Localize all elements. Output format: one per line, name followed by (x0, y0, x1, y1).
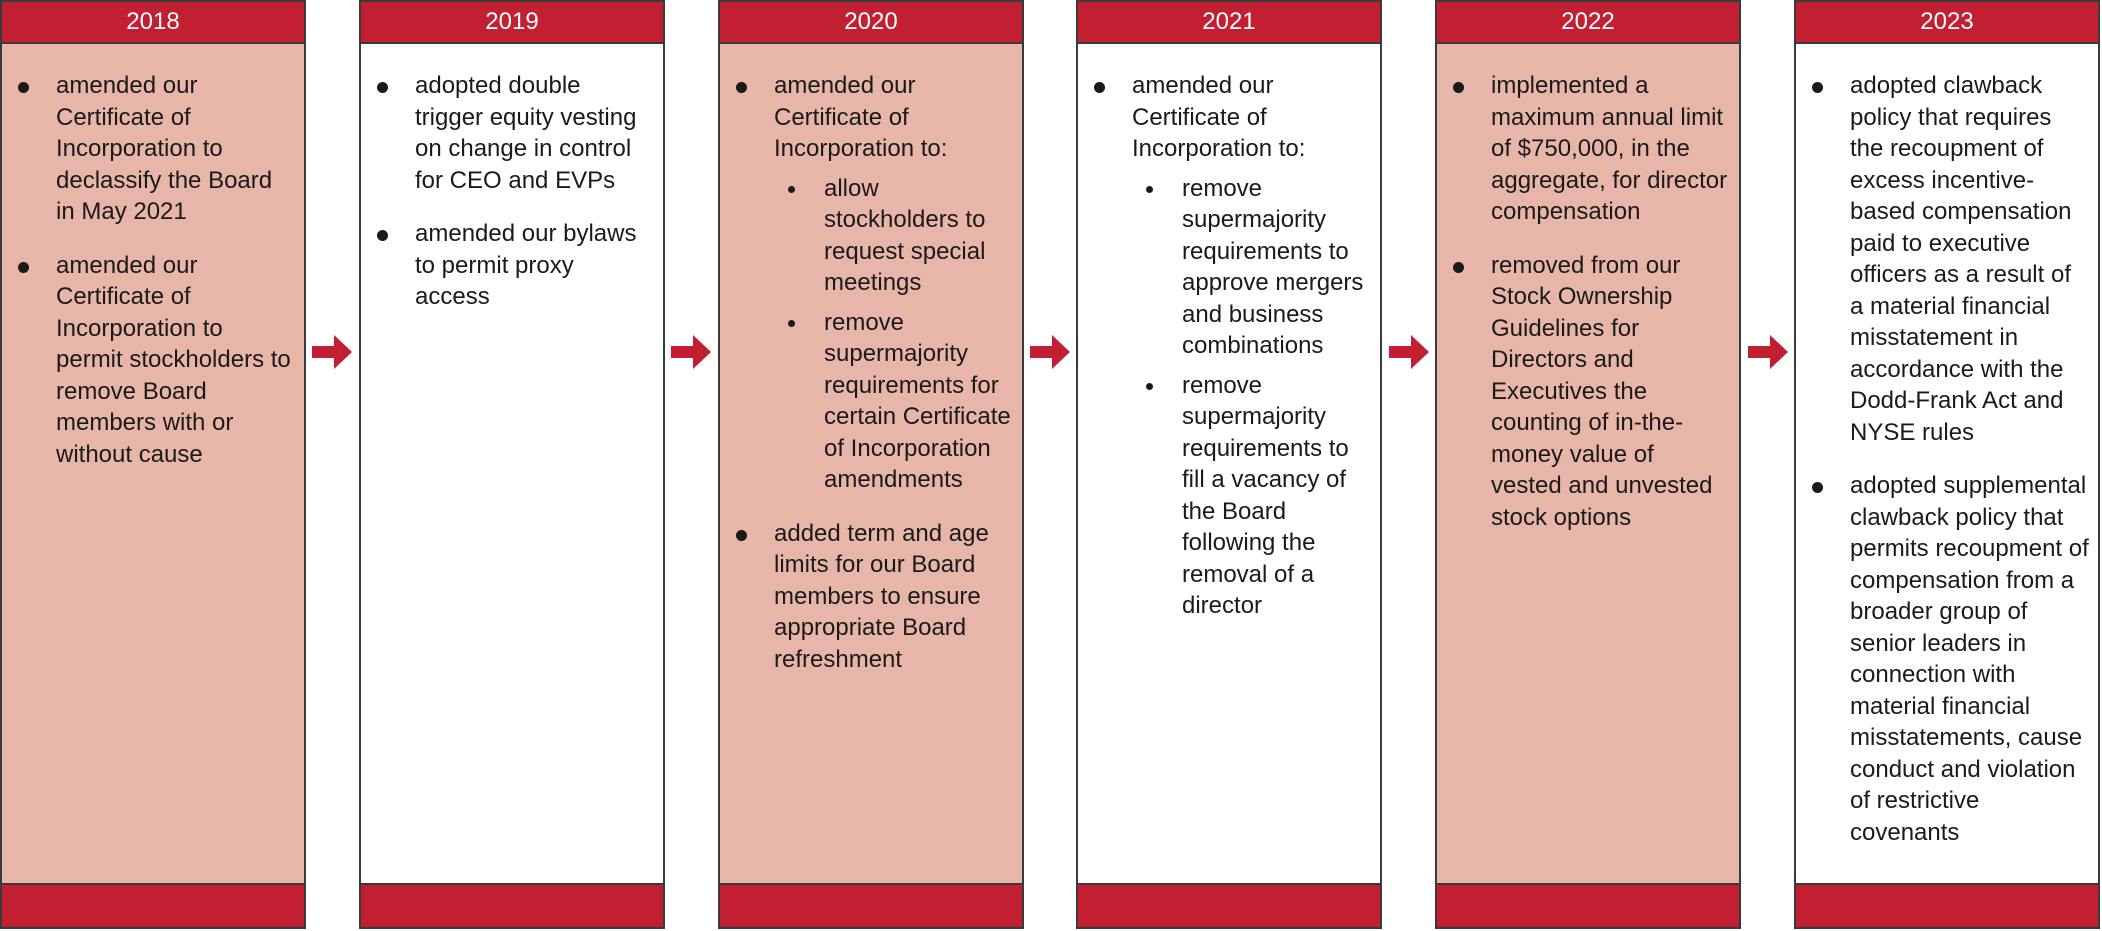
column-body (2, 44, 304, 883)
action-item (1449, 70, 1731, 228)
bullet-icon (1453, 82, 1464, 93)
bullet-icon (1453, 262, 1464, 273)
bullet-icon (736, 82, 747, 93)
column-body (1437, 44, 1739, 883)
right-arrow-icon (1389, 335, 1429, 369)
action-item (14, 70, 296, 228)
action-item (1808, 470, 2090, 848)
sub-action-text: allow stockholders to request special meetings (824, 174, 986, 296)
action-list (1449, 70, 1731, 533)
column-footer-bar (1437, 883, 1739, 927)
column-body (1796, 44, 2098, 883)
action-text: added term and age limits for our Board members to ensure appropriate Board refreshment (774, 519, 989, 673)
right-arrow-icon (312, 335, 352, 369)
sub-bullet-icon (1146, 186, 1153, 193)
action-list (1090, 70, 1372, 622)
action-item (373, 70, 655, 196)
action-list (373, 70, 655, 313)
sub-action-item (774, 307, 1014, 496)
bullet-icon (377, 82, 388, 93)
right-arrow-icon (671, 335, 711, 369)
sub-action-item (1132, 173, 1372, 362)
action-list (14, 70, 296, 470)
sub-action-item (1132, 370, 1372, 622)
action-text: amended our Certificate of Incorporation to: (1132, 72, 1306, 162)
year-header: 2021 (1078, 2, 1380, 44)
action-text: implemented a maximum annual limit of $750,000, in the aggregate, for director compensation (1491, 72, 1728, 225)
year-column-2018 (0, 0, 306, 929)
year-header: 2022 (1437, 2, 1739, 44)
right-arrow-icon (1748, 335, 1788, 369)
sub-action-text: remove supermajority requirements to fill a vacancy of the Board following the removal of a director (1182, 371, 1349, 619)
bullet-icon (377, 230, 388, 241)
action-item (732, 70, 1014, 496)
action-item (373, 218, 655, 313)
column-body (1078, 44, 1380, 883)
action-text: amended our Certificate of Incorporation to: (774, 72, 948, 162)
action-item (732, 518, 1014, 676)
column-footer-bar (361, 883, 663, 927)
column-body (720, 44, 1022, 883)
year-column-2023 (1794, 0, 2100, 929)
bullet-icon (736, 530, 747, 541)
column-footer-bar (720, 883, 1022, 927)
sub-bullet-icon (788, 320, 795, 327)
year-header: 2023 (1796, 2, 2098, 44)
year-column-2021 (1076, 0, 1382, 929)
column-footer-bar (1078, 883, 1380, 927)
year-header: 2018 (2, 2, 304, 44)
right-arrow-icon (1030, 335, 1070, 369)
action-text: amended our Certificate of Incorporation to permit stockholders to remove Board members with or without cause (56, 251, 291, 468)
bullet-icon (18, 82, 29, 93)
year-column-2019 (359, 0, 665, 929)
action-text: adopted clawback policy that requires the recoupment of excess incentive-based compensation paid to executive officers as a result of a material financial misstatement in accordance with the Dodd-Frank Act and NYSE rules (1850, 72, 2072, 446)
year-column-2022 (1435, 0, 1741, 929)
action-text: adopted double trigger equity vesting on change in control for CEO and EVPs (415, 72, 637, 194)
sub-action-item (774, 173, 1014, 299)
year-column-2020 (718, 0, 1024, 929)
action-text: removed from our Stock Ownership Guidelines for Directors and Executives the counting of in-the-money value of vested and unvested stock options (1491, 251, 1713, 531)
action-item (1808, 70, 2090, 448)
column-body (361, 44, 663, 883)
sub-action-text: remove supermajority requirements to approve mergers and business combinations (1182, 174, 1364, 359)
bullet-icon (18, 262, 29, 273)
sub-action-list (1132, 173, 1372, 622)
action-text: amended our Certificate of Incorporation to declassify the Board in May 2021 (56, 72, 273, 225)
action-item (1090, 70, 1372, 622)
action-text: amended our bylaws to permit proxy access (415, 220, 637, 310)
sub-action-text: remove supermajority requirements for certain Certificate of Incorporation amendments (824, 308, 1011, 493)
action-item (14, 250, 296, 471)
column-footer-bar (2, 883, 304, 927)
sub-action-list (774, 173, 1014, 496)
action-item (1449, 250, 1731, 534)
sub-bullet-icon (1146, 383, 1153, 390)
column-footer-bar (1796, 883, 2098, 927)
action-text: adopted supplemental clawback policy that permits recoupment of compensation from a broader group of senior leaders in connection with material financial misstatements, cause conduct and violation of restrictive covenants (1850, 472, 2089, 846)
bullet-icon (1812, 482, 1823, 493)
year-header: 2019 (361, 2, 663, 44)
year-header: 2020 (720, 2, 1022, 44)
sub-bullet-icon (788, 186, 795, 193)
bullet-icon (1094, 82, 1105, 93)
action-list (1808, 70, 2090, 848)
bullet-icon (1812, 82, 1823, 93)
action-list (732, 70, 1014, 675)
